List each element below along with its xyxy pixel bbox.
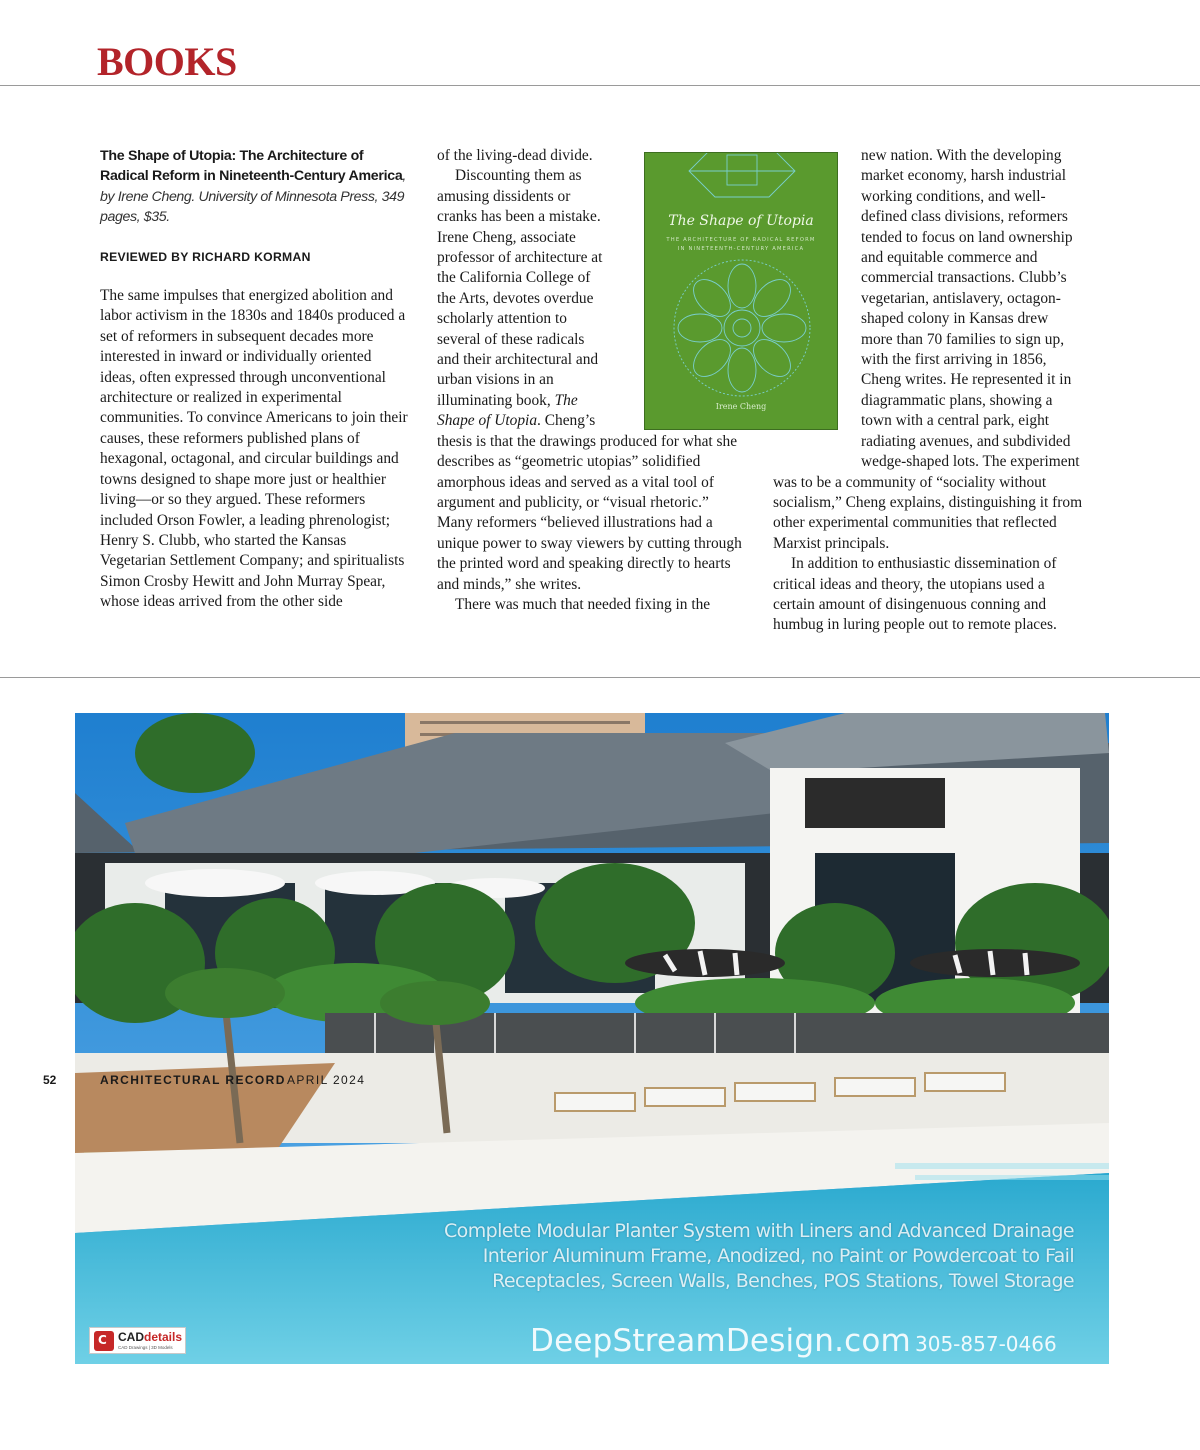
ad-phone-number[interactable]: 305-857-0466: [915, 1332, 1057, 1356]
book-meta: , by Irene Cheng. University of Minnesota Press, 349 pages, $35.: [100, 168, 406, 226]
reviewer-byline: REVIEWED BY RICHARD KORMAN: [100, 249, 311, 264]
utopia-plan-diagram: [645, 153, 838, 430]
ad-separator-rule: [0, 677, 1200, 678]
caddetails-badge[interactable]: [89, 1327, 186, 1354]
ad-website-link[interactable]: DeepStreamDesign.com: [530, 1323, 911, 1359]
publication-name: ARCHITECTURAL RECORD: [100, 1073, 286, 1087]
advertisement[interactable]: [75, 713, 1109, 1364]
caddetails-logo-icon: C: [94, 1331, 114, 1351]
body-paragraph: of the living-dead divide.: [437, 147, 593, 164]
cover-author: Irene Cheng: [715, 402, 767, 411]
book-title: The Shape of Utopia: The Architecture of Radical Reform in Nineteenth-Century America: [100, 148, 403, 185]
cover-subtitle: THE ARCHITECTURE OF RADICAL REFORM IN NINETEENTH-CENTURY AMERICA: [666, 237, 816, 252]
ad-tagline-3: Receptacles, Screen Walls, Benches, POS Stations, Towel Storage: [492, 1270, 1074, 1292]
section-heading: BOOKS: [97, 39, 237, 84]
body-paragraph: There was much that needed fixing in the: [455, 595, 711, 613]
issue-date: APRIL 2024: [287, 1073, 366, 1087]
body-paragraph: new nation. With the developing market economy, harsh industrial working conditions, and well-defined class divisions, reformers tended to focus on land ownership and equitable commerce and commercial transactions. Clubb’s vegetarian, antislavery, octagon-shaped colony in Kansas drew more than 70 families to sign up, with the first arriving in 1856, Cheng writes. He represented it in diagrammatic plans, showing a town with a central park, eight radiating avenues, and subdivided wedge-shaped lots. The experiment was to be a community of “sociality without socialism,” Cheng explains, distinguishing it from other experimental communities that reflected Marxist principals.: [773, 147, 1083, 552]
book-cover-image: [644, 152, 838, 430]
body-paragraph: The same impulses that energized abolition and labor activism in the 1830s and 1840s produced a set of reformers in subsequent decades more interested in inward or individually oriented ideas, often expressed through unconventional architecture or realized in experimental communities. To convince Americans to join their causes, these reformers published plans of hexagonal, octagonal, and circular buildings and towns designed to shape more just or healthier living—or so they argued. These reformers included Orson Fowler, a leading phrenologist; Henry S. Clubb, who started the Kansas Vegetarian Settlement Company; and spiritualists Simon Crosby Hewitt and John Murray Spear, whose ideas arrived from the other side: [100, 287, 408, 611]
ad-tagline-2: Interior Aluminum Frame, Anodized, no Paint or Powdercoat to Fail: [482, 1245, 1074, 1267]
header-rule: [0, 85, 1200, 86]
caddetails-name: CADdetails: [118, 1330, 183, 1344]
book-title-italic: The Shape of Utopia: [437, 391, 578, 430]
page-number: 52: [43, 1073, 57, 1087]
book-citation: [100, 146, 408, 228]
column-1: [100, 146, 408, 613]
caddetails-tagline: CAD Drawings | 3D Models: [118, 1345, 173, 1350]
ad-tagline-1: Complete Modular Planter System with Liners and Advanced Drainage: [444, 1220, 1074, 1242]
body-paragraph: Discounting them as amusing dissidents or cranks has been a mistake. Irene Cheng, associate professor of architecture at the California College of the Arts, devotes overdue scholarly attention to several of these radicals and their architectural and urban visions in an illuminating book, The Shape of Utopia. Cheng’s thesis is that the drawings produced for what she describes as “geometric utopias” solidified amorphous ideas and served as a vital tool of argument and publicity, or “visual rhetoric.” Many reformers “believed illustrations had a unique power to sway viewers by cutting through the printed word and speaking directly to hearts and minds,” she writes.: [437, 167, 742, 593]
cover-title: The Shape of Utopia: [668, 213, 814, 229]
body-paragraph: In addition to enthusiastic dissemination of critical ideas and theory, the utopians used a certain amount of disingenuous conning and humbug in luring people out to remote places.: [773, 555, 1057, 634]
